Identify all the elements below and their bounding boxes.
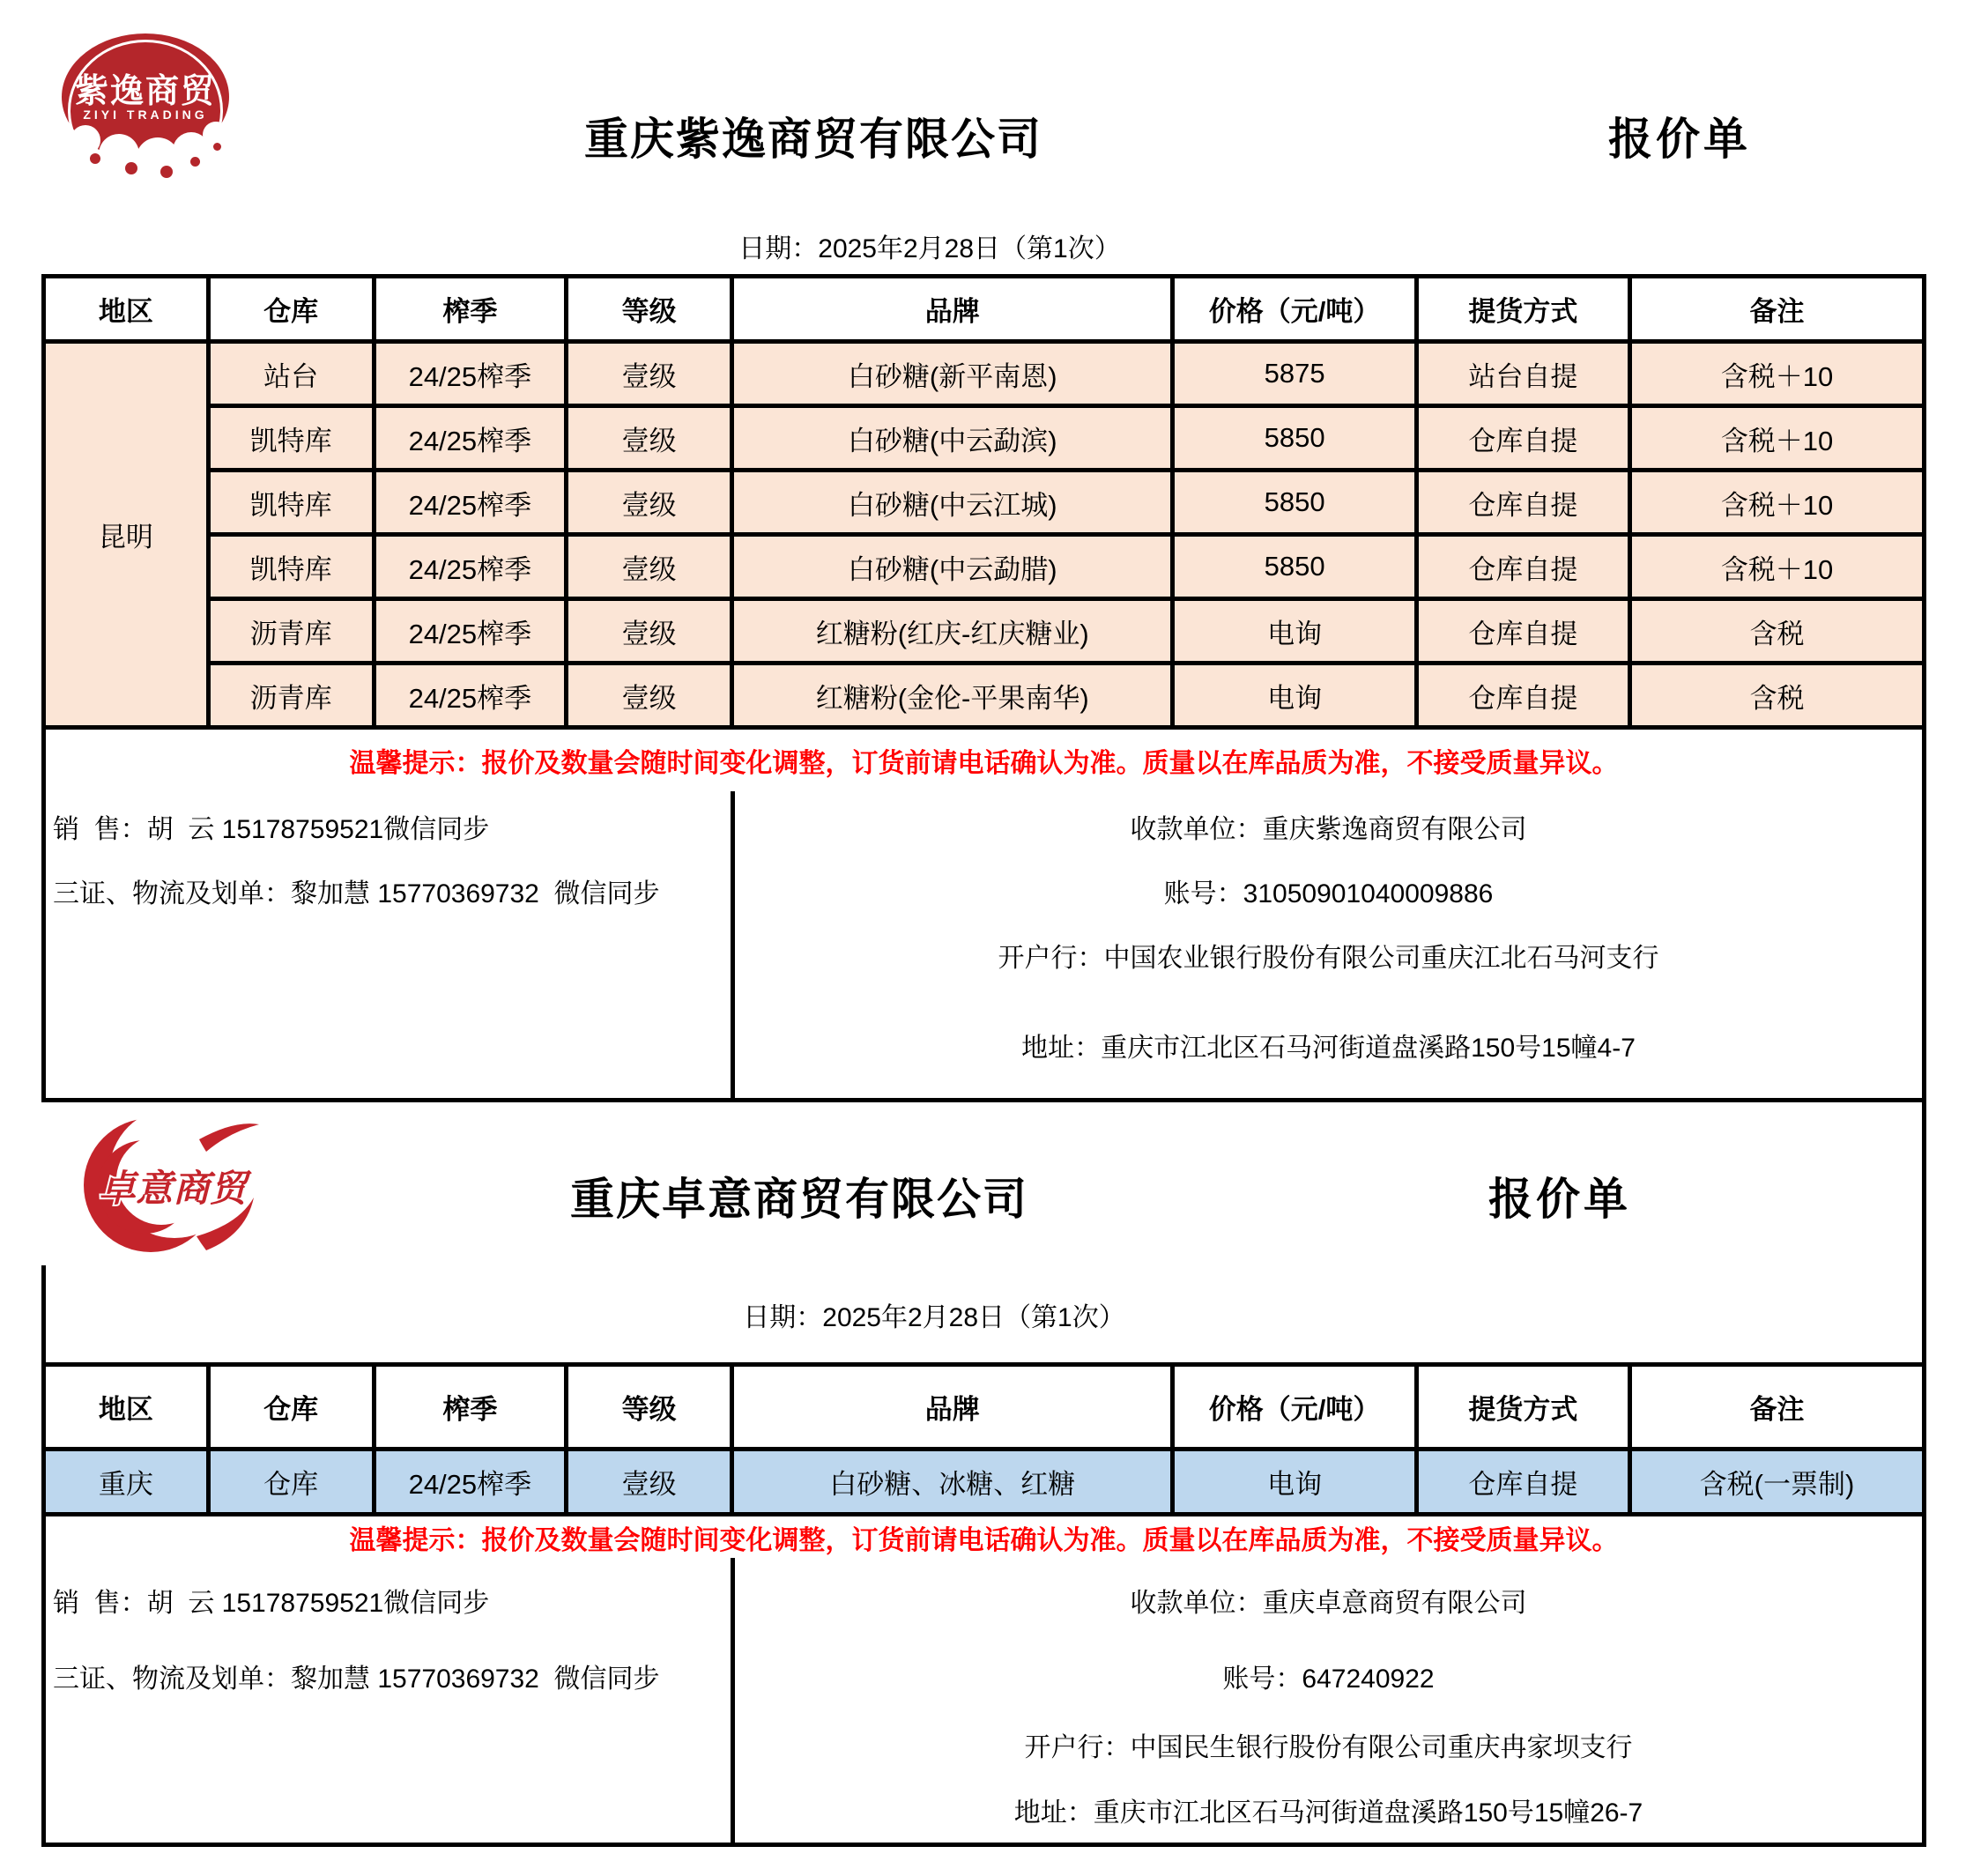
cell: 含税 xyxy=(1629,599,1924,664)
price-cell: 5850 xyxy=(1173,406,1416,471)
contact-payment-area xyxy=(46,791,1922,1098)
cell: 仓库自提 xyxy=(1416,471,1629,535)
bubble-dot-icon xyxy=(213,143,221,151)
cell: 站台 xyxy=(208,342,374,406)
price-cell: 电询 xyxy=(1173,1450,1416,1515)
cell: 24/25榨季 xyxy=(374,664,567,728)
bubble-dot-icon xyxy=(190,157,200,167)
table-row xyxy=(44,406,1925,471)
cell: 壹级 xyxy=(567,664,732,728)
ziyi-logo-en-text: ZIYI TRADING xyxy=(83,108,208,122)
ziyi-date-row xyxy=(41,211,1926,274)
table-row xyxy=(44,342,1925,406)
col-header-season: 榨季 xyxy=(374,1365,567,1450)
zhuoyi-date-row xyxy=(46,1280,1922,1342)
zhuoyi-logo-cn-text: 卓意商贸 xyxy=(99,1168,248,1209)
cell: 24/25榨季 xyxy=(374,471,567,535)
zhuoyi-company-name: 重庆卓意商贸有限公司 xyxy=(570,1175,1028,1224)
price-cell: 5875 xyxy=(1173,342,1416,406)
cell: 白砂糖(中云勐腊) xyxy=(732,535,1173,599)
table-row xyxy=(44,664,1925,728)
col-header-season: 榨季 xyxy=(374,277,567,342)
cell: 沥青库 xyxy=(208,599,374,664)
col-header-warehouse: 仓库 xyxy=(208,277,374,342)
col-header-region: 地区 xyxy=(44,277,209,342)
bank-line: 开户行：中国民生银行股份有限公司重庆冉家坝支行 xyxy=(1024,1733,1633,1762)
cell: 壹级 xyxy=(567,535,732,599)
cell: 24/25榨季 xyxy=(374,1450,567,1515)
sales-contact-line: 销 售：胡 云 15178759521微信同步 xyxy=(53,815,490,844)
price-cell: 电询 xyxy=(1173,599,1416,664)
ziyi-logo xyxy=(62,33,229,188)
contact-payment-area xyxy=(46,1558,1922,1843)
cell: 24/25榨季 xyxy=(374,535,567,599)
region-cell: 重庆 xyxy=(44,1450,209,1515)
ziyi-company-name: 重庆紫逸商贸有限公司 xyxy=(584,115,1042,164)
zhuoyi-header xyxy=(46,1102,1922,1280)
zhuoyi-date-line: 日期：2025年2月28日（第1次） xyxy=(743,1303,1125,1332)
col-header-pickup: 提货方式 xyxy=(1416,277,1629,342)
warning-note: 温馨提示：报价及数量会随时间变化调整，订货前请电话确认为准。质量以在库品质为准，不接受质量异议。 xyxy=(349,749,1619,778)
cell: 凯特库 xyxy=(208,471,374,535)
col-header-warehouse: 仓库 xyxy=(208,1365,374,1450)
col-header-remark: 备注 xyxy=(1629,1365,1924,1450)
cell: 仓库自提 xyxy=(1416,535,1629,599)
account-line: 账号：31050901040009886 xyxy=(1163,879,1494,908)
logistics-contact-line: 三证、物流及划单：黎加慧 15770369732 微信同步 xyxy=(53,1665,660,1694)
cell: 白砂糖(新平南恩) xyxy=(732,342,1173,406)
contact-column xyxy=(46,1558,735,1843)
section-zhuoyi xyxy=(41,1102,1926,1847)
zhuoyi-table-wrap xyxy=(41,1362,1926,1516)
price-cell: 5850 xyxy=(1173,471,1416,535)
cell: 含税 xyxy=(1629,664,1924,728)
zhuoyi-quote-label: 报价单 xyxy=(1488,1175,1631,1224)
cell: 白砂糖(中云勐滨) xyxy=(732,406,1173,471)
cell: 白砂糖(中云江城) xyxy=(732,471,1173,535)
ziyi-header xyxy=(41,0,1926,211)
table-row xyxy=(44,535,1925,599)
cell: 壹级 xyxy=(567,406,732,471)
logistics-contact-line: 三证、物流及划单：黎加慧 15770369732 微信同步 xyxy=(53,879,660,908)
address-line: 地址：重庆市江北区石马河街道盘溪路150号15幢4-7 xyxy=(1021,1034,1636,1063)
col-header-grade: 等级 xyxy=(567,277,732,342)
sales-contact-line: 销 售：胡 云 15178759521微信同步 xyxy=(53,1589,490,1618)
cell: 仓库自提 xyxy=(1416,664,1629,728)
cell: 含税＋10 xyxy=(1629,535,1924,599)
region-cell: 昆明 xyxy=(44,342,209,728)
cell: 24/25榨季 xyxy=(374,599,567,664)
table-row xyxy=(44,599,1925,664)
cell: 仓库自提 xyxy=(1416,1450,1629,1515)
bank-line: 开户行：中国农业银行股份有限公司重庆江北石马河支行 xyxy=(998,944,1659,973)
col-header-brand: 品牌 xyxy=(732,1365,1173,1450)
cell: 壹级 xyxy=(567,1450,732,1515)
col-header-grade: 等级 xyxy=(567,1365,732,1450)
cell: 仓库自提 xyxy=(1416,406,1629,471)
cell: 壹级 xyxy=(567,599,732,664)
ziyi-quote-table xyxy=(41,274,1926,730)
bubble-dot-icon xyxy=(125,162,137,174)
cell: 沥青库 xyxy=(208,664,374,728)
bubble-icon xyxy=(60,137,72,150)
payment-column xyxy=(735,1558,1922,1843)
bubble-icon xyxy=(70,125,100,155)
cell: 仓库 xyxy=(208,1450,374,1515)
cell: 壹级 xyxy=(567,471,732,535)
payee-line: 收款单位：重庆卓意商贸有限公司 xyxy=(1130,1589,1527,1618)
cell: 含税(一票制) xyxy=(1629,1450,1924,1515)
ziyi-notice-box xyxy=(41,730,1926,1102)
table-row xyxy=(44,1450,1925,1515)
cell: 红糖粉(金伦-平果南华) xyxy=(732,664,1173,728)
cell: 红糖粉(红庆-红庆糖业) xyxy=(732,599,1173,664)
price-cell: 电询 xyxy=(1173,664,1416,728)
table-row xyxy=(44,471,1925,535)
warning-note: 温馨提示：报价及数量会随时间变化调整，订货前请电话确认为准。质量以在库品质为准，不接受质量异议。 xyxy=(349,1525,1619,1555)
header-row xyxy=(44,1365,1925,1450)
cell: 白砂糖、冰糖、红糖 xyxy=(732,1450,1173,1515)
bubble-dot-icon xyxy=(160,166,173,178)
col-header-price: 价格（元/吨） xyxy=(1173,277,1416,342)
zhuoyi-logo xyxy=(67,1113,270,1263)
col-header-pickup: 提货方式 xyxy=(1416,1365,1629,1450)
cell: 凯特库 xyxy=(208,535,374,599)
cell: 含税＋10 xyxy=(1629,471,1924,535)
col-header-region: 地区 xyxy=(44,1365,209,1450)
cell: 24/25榨季 xyxy=(374,406,567,471)
ziyi-logo-cn-text: 紫逸商贸 xyxy=(74,73,216,110)
cell: 壹级 xyxy=(567,342,732,406)
cell: 24/25榨季 xyxy=(374,342,567,406)
cell: 含税＋10 xyxy=(1629,406,1924,471)
payment-column xyxy=(735,791,1922,1098)
cell: 含税＋10 xyxy=(1629,342,1924,406)
bubble-dot-icon xyxy=(90,153,100,164)
contact-column xyxy=(46,791,735,1098)
price-cell: 5850 xyxy=(1173,535,1416,599)
col-header-price: 价格（元/吨） xyxy=(1173,1365,1416,1450)
payee-line: 收款单位：重庆紫逸商贸有限公司 xyxy=(1130,815,1527,844)
header-row xyxy=(44,277,1925,342)
cell: 仓库自提 xyxy=(1416,599,1629,664)
ziyi-date-line: 日期：2025年2月28日（第1次） xyxy=(738,234,1121,263)
col-header-remark: 备注 xyxy=(1629,277,1924,342)
cell: 站台自提 xyxy=(1416,342,1629,406)
col-header-brand: 品牌 xyxy=(732,277,1173,342)
section-ziyi xyxy=(41,0,1926,1102)
address-line: 地址：重庆市江北区石马河街道盘溪路150号15幢26-7 xyxy=(1013,1798,1643,1828)
account-line: 账号：647240922 xyxy=(1222,1665,1435,1694)
zhuoyi-quote-table xyxy=(41,1362,1926,1516)
sheet xyxy=(41,0,1926,1847)
ziyi-quote-label: 报价单 xyxy=(1608,115,1751,164)
cell: 凯特库 xyxy=(208,406,374,471)
